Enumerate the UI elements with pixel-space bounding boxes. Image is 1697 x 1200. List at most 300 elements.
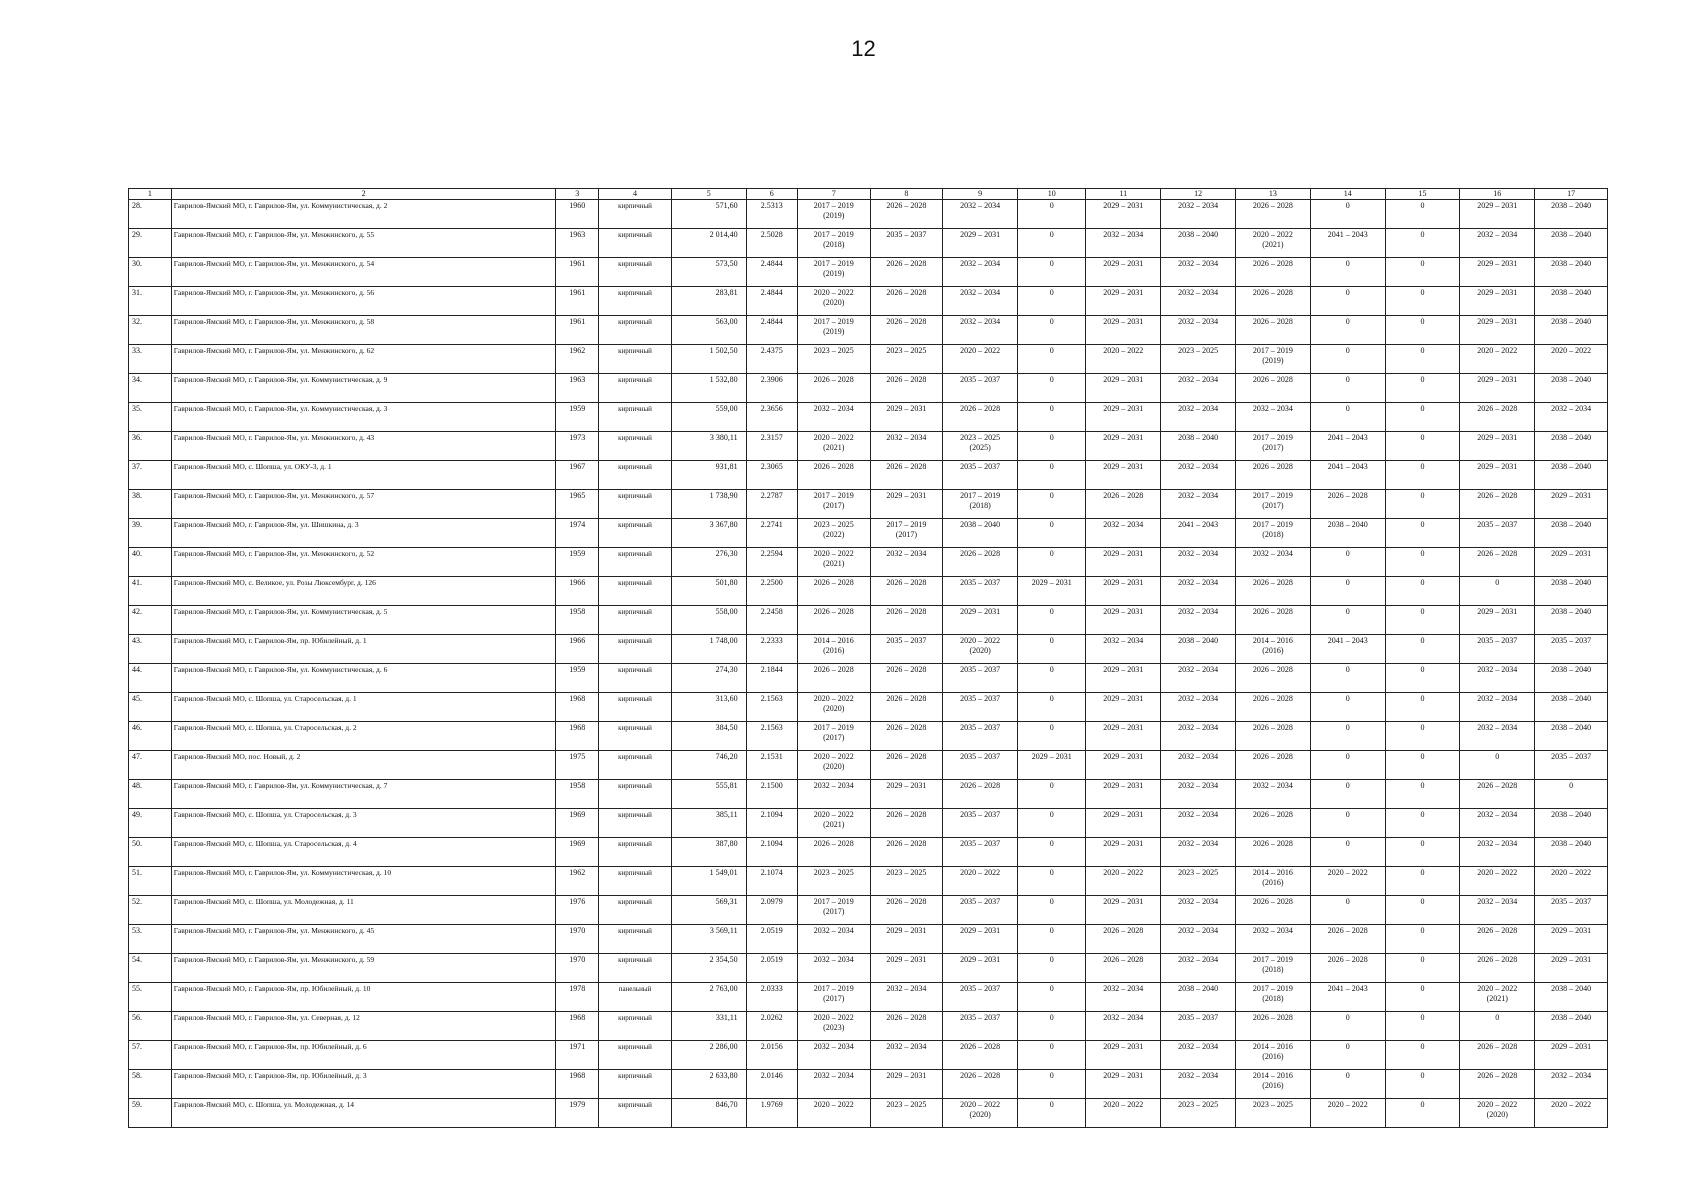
cell-value: 2026 – 2028: [1477, 926, 1518, 935]
table-cell: [1018, 200, 1086, 229]
table-cell: [797, 809, 870, 838]
cell-value: 50.: [132, 839, 142, 848]
table-cell: [1535, 432, 1608, 461]
cell-value: 1 502,50: [709, 346, 738, 355]
cell-actual-year: (2016): [1262, 1081, 1284, 1090]
table-cell: [1385, 838, 1460, 867]
cell-value: 846,70: [715, 1100, 738, 1109]
table-cell: [870, 635, 943, 664]
column-number-header-row: [129, 189, 1608, 200]
address-cell: [171, 374, 556, 403]
cell-value: 2014 – 2016: [1252, 636, 1293, 645]
cell-value: 2020 – 2022: [1103, 1100, 1144, 1109]
cell-value: 3 380,11: [709, 433, 738, 442]
table-cell: [1086, 983, 1161, 1012]
cell-value: 0: [1049, 607, 1054, 616]
table-cell: [671, 1012, 746, 1041]
cell-value: 2020 – 2022: [813, 1100, 854, 1109]
cell-value: 2026 – 2028: [1252, 259, 1293, 268]
cell-value: 0: [1345, 578, 1350, 587]
cell-value: 2.3656: [760, 404, 783, 413]
address-cell: [171, 316, 556, 345]
cell-value: 2026 – 2028: [886, 694, 927, 703]
table-cell: [1535, 403, 1608, 432]
table-cell: [599, 925, 672, 954]
cell-value: 0: [1420, 230, 1425, 239]
table-cell: [1236, 577, 1311, 606]
cell-value: 746,20: [715, 752, 738, 761]
table-cell: [870, 432, 943, 461]
table-cell: [797, 287, 870, 316]
cell-value: 45.: [132, 694, 142, 703]
table-cell: [1310, 316, 1385, 345]
table-cell: [1460, 1099, 1535, 1128]
table-cell: [1161, 577, 1236, 606]
table-cell: [1310, 925, 1385, 954]
table-row: [129, 751, 1608, 780]
table-cell: [1310, 1012, 1385, 1041]
table-row: [129, 1099, 1608, 1128]
table-cell: [746, 432, 797, 461]
cell-value: Гаврилов-Ямский МО, г. Гаврилов-Ям, ул. Менжинского, д. 62: [173, 346, 375, 355]
table-cell: [1018, 1070, 1086, 1099]
cell-actual-year: (2017): [823, 994, 845, 1003]
table-cell: [1018, 403, 1086, 432]
table-cell: [129, 983, 172, 1012]
table-cell: [1460, 287, 1535, 316]
table-cell: [1086, 432, 1161, 461]
cell-value: Гаврилов-Ямский МО, г. Гаврилов-Ям, ул. Коммунистическая, д. 3: [173, 404, 388, 413]
cell-value: 2038 – 2040: [960, 520, 1001, 529]
cell-value: 2029 – 2031: [1551, 926, 1592, 935]
cell-value: кирпичный: [618, 724, 652, 732]
cell-value: 2029 – 2031: [1103, 375, 1144, 384]
cell-value: 2017 – 2019: [813, 491, 854, 500]
table-cell: [746, 345, 797, 374]
cell-value: 2038 – 2040: [1178, 433, 1219, 442]
table-cell: [1535, 751, 1608, 780]
cell-value: 384,50: [715, 723, 738, 732]
table-cell: [671, 345, 746, 374]
table-cell: [746, 200, 797, 229]
table-cell: [943, 983, 1018, 1012]
table-cell: [870, 287, 943, 316]
table-cell: [1310, 867, 1385, 896]
table-cell: [599, 461, 672, 490]
table-cell: [129, 838, 172, 867]
table-cell: [1460, 896, 1535, 925]
cell-value: 1978: [569, 984, 586, 993]
cell-value: 0: [1495, 1013, 1500, 1022]
address-cell: [171, 577, 556, 606]
cell-value: 2017 – 2019: [1252, 955, 1293, 964]
cell-value: 2.1500: [760, 781, 783, 790]
table-cell: [129, 345, 172, 374]
cell-value: 1959: [569, 404, 586, 413]
cell-value: кирпичный: [618, 318, 652, 326]
table-cell: [1385, 722, 1460, 751]
table-cell: [599, 1012, 672, 1041]
table-cell: [746, 229, 797, 258]
table-cell: [746, 287, 797, 316]
cell-value: 2026 – 2028: [813, 839, 854, 848]
cell-value: 387,80: [715, 839, 738, 848]
table-cell: [1236, 606, 1311, 635]
cell-value: 1963: [569, 375, 586, 384]
cell-value: 2029 – 2031: [886, 955, 927, 964]
cell-value: 2032 – 2034: [1178, 926, 1219, 935]
cell-value: 2.4844: [760, 259, 783, 268]
cell-value: 2029 – 2031: [886, 781, 927, 790]
table-cell: [797, 200, 870, 229]
table-row: [129, 432, 1608, 461]
cell-value: 0: [1049, 491, 1054, 500]
cell-value: 1979: [569, 1100, 586, 1109]
cell-value: 2023 – 2025: [813, 868, 854, 877]
cell-value: 2032 – 2034: [1178, 607, 1219, 616]
cell-value: 2032 – 2034: [1551, 1071, 1592, 1080]
table-cell: [1310, 1070, 1385, 1099]
table-cell: [1161, 780, 1236, 809]
cell-value: 2032 – 2034: [1178, 723, 1219, 732]
cell-value: кирпичный: [618, 840, 652, 848]
cell-value: 1958: [569, 607, 586, 616]
table-cell: [1385, 1070, 1460, 1099]
cell-value: 2035 – 2037: [960, 984, 1001, 993]
cell-value: 2026 – 2028: [1252, 810, 1293, 819]
table-cell: [1460, 693, 1535, 722]
table-cell: [797, 635, 870, 664]
address-cell: [171, 751, 556, 780]
table-cell: [1310, 664, 1385, 693]
cell-value: кирпичный: [618, 753, 652, 761]
cell-value: 0: [1420, 375, 1425, 384]
cell-value: Гаврилов-Ямский МО, с. Шопша, ул. Старосельская, д. 3: [173, 810, 357, 819]
table-cell: [943, 229, 1018, 258]
address-cell: [171, 461, 556, 490]
table-cell: [556, 432, 599, 461]
table-cell: [1460, 432, 1535, 461]
table-cell: [1236, 345, 1311, 374]
cell-value: 2026 – 2028: [886, 665, 927, 674]
table-cell: [1535, 519, 1608, 548]
cell-value: 1976: [569, 897, 586, 906]
cell-value: 2032 – 2034: [1178, 897, 1219, 906]
cell-value: 2026 – 2028: [886, 1013, 927, 1022]
cell-value: 0: [1420, 752, 1425, 761]
cell-value: 2026 – 2028: [1252, 288, 1293, 297]
table-cell: [870, 374, 943, 403]
table-cell: [797, 664, 870, 693]
table-cell: [1018, 838, 1086, 867]
cell-value: 2026 – 2028: [1252, 752, 1293, 761]
table-cell: [1385, 548, 1460, 577]
cell-value: 58.: [132, 1071, 142, 1080]
table-cell: [1236, 780, 1311, 809]
table-cell: [1086, 925, 1161, 954]
cell-value: 2035 – 2037: [1551, 636, 1592, 645]
cell-value: Гаврилов-Ямский МО, г. Гаврилов-Ям, ул. Менжинского, д. 56: [173, 288, 375, 297]
cell-value: 274,30: [715, 665, 738, 674]
table-cell: [870, 693, 943, 722]
cell-value: 2038 – 2040: [1327, 520, 1368, 529]
cell-value: 2020 – 2022: [1327, 868, 1368, 877]
column-number-header: 2: [171, 189, 556, 200]
cell-value: 2029 – 2031: [1477, 462, 1518, 471]
cell-value: 0: [1345, 694, 1350, 703]
cell-value: 2.2500: [760, 578, 783, 587]
table-cell: [671, 1041, 746, 1070]
table-row: [129, 867, 1608, 896]
table-cell: [797, 780, 870, 809]
column-number-header: 3: [556, 189, 599, 200]
cell-value: Гаврилов-Ямский МО, г. Гаврилов-Ям, ул. Коммунистическая, д. 9: [173, 375, 388, 384]
table-cell: [746, 1041, 797, 1070]
cell-value: кирпичный: [618, 1072, 652, 1080]
cell-actual-year: (2021): [823, 443, 845, 452]
cell-value: 2020 – 2022: [1477, 868, 1518, 877]
cell-value: 2 354,50: [709, 955, 738, 964]
table-cell: [599, 577, 672, 606]
cell-value: 2026 – 2028: [1103, 926, 1144, 935]
cell-value: 1959: [569, 665, 586, 674]
cell-value: 2035 – 2037: [960, 723, 1001, 732]
cell-value: 2029 – 2031: [1103, 723, 1144, 732]
cell-value: 2032 – 2034: [1178, 1071, 1219, 1080]
table-cell: [129, 577, 172, 606]
cell-value: 2.4375: [760, 346, 783, 355]
table-cell: [870, 867, 943, 896]
cell-value: 313,60: [715, 694, 738, 703]
table-cell: [129, 896, 172, 925]
table-cell: [746, 461, 797, 490]
cell-value: 0: [1049, 230, 1054, 239]
cell-value: 2038 – 2040: [1551, 607, 1592, 616]
table-cell: [1018, 809, 1086, 838]
table-cell: [1086, 1099, 1161, 1128]
table-cell: [599, 287, 672, 316]
table-cell: [1310, 780, 1385, 809]
cell-value: 56.: [132, 1013, 142, 1022]
table-cell: [129, 490, 172, 519]
address-cell: [171, 200, 556, 229]
cell-actual-year: (2016): [823, 646, 845, 655]
cell-value: 2017 – 2019: [886, 520, 927, 529]
table-cell: [556, 809, 599, 838]
table-cell: [1236, 1012, 1311, 1041]
table-cell: [746, 722, 797, 751]
table-cell: [1161, 200, 1236, 229]
table-cell: [599, 664, 672, 693]
table-cell: [1236, 432, 1311, 461]
table-cell: [1535, 983, 1608, 1012]
table-cell: [1018, 751, 1086, 780]
address-cell: [171, 345, 556, 374]
cell-value: 2 014,40: [709, 230, 738, 239]
cell-value: 0: [1345, 839, 1350, 848]
table-cell: [599, 1070, 672, 1099]
cell-value: 33.: [132, 346, 142, 355]
cell-value: кирпичный: [618, 202, 652, 210]
table-cell: [129, 635, 172, 664]
cell-value: 2.3157: [760, 433, 783, 442]
table-cell: [1310, 374, 1385, 403]
table-cell: [746, 751, 797, 780]
table-cell: [1460, 751, 1535, 780]
cell-value: 55.: [132, 984, 142, 993]
table-cell: [870, 1041, 943, 1070]
table-cell: [556, 1041, 599, 1070]
cell-value: 1967: [569, 462, 586, 471]
table-cell: [1086, 693, 1161, 722]
cell-value: 1969: [569, 810, 586, 819]
cell-actual-year: (2018): [1262, 965, 1284, 974]
table-cell: [870, 403, 943, 432]
table-cell: [1460, 925, 1535, 954]
cell-value: кирпичный: [618, 695, 652, 703]
cell-value: 2.0156: [760, 1042, 783, 1051]
cell-value: 39.: [132, 520, 142, 529]
table-cell: [599, 200, 672, 229]
cell-value: 0: [1420, 491, 1425, 500]
table-cell: [943, 954, 1018, 983]
cell-value: 2020 – 2022: [1252, 230, 1293, 239]
table-cell: [943, 838, 1018, 867]
table-row: [129, 983, 1608, 1012]
table-cell: [1535, 896, 1608, 925]
table-cell: [1535, 664, 1608, 693]
cell-value: 49.: [132, 810, 142, 819]
cell-value: 2017 – 2019: [813, 897, 854, 906]
table-cell: [599, 983, 672, 1012]
cell-value: 2032 – 2034: [813, 955, 854, 964]
table-cell: [797, 461, 870, 490]
table-cell: [797, 258, 870, 287]
table-cell: [943, 780, 1018, 809]
table-cell: [1385, 635, 1460, 664]
cell-value: 2029 – 2031: [1477, 288, 1518, 297]
table-cell: [1236, 664, 1311, 693]
cell-value: 2026 – 2028: [886, 839, 927, 848]
table-cell: [671, 896, 746, 925]
column-number-header: 4: [599, 189, 672, 200]
cell-value: 2017 – 2019: [960, 491, 1001, 500]
table-cell: [870, 809, 943, 838]
table-cell: [1385, 983, 1460, 1012]
table-cell: [1161, 403, 1236, 432]
cell-value: 0: [1049, 694, 1054, 703]
cell-value: 2035 – 2037: [1477, 636, 1518, 645]
cell-value: 2038 – 2040: [1551, 578, 1592, 587]
table-cell: [943, 1099, 1018, 1128]
address-cell: [171, 519, 556, 548]
table-cell: [746, 780, 797, 809]
table-cell: [556, 345, 599, 374]
cell-value: 2026 – 2028: [1327, 955, 1368, 964]
cell-value: 385,11: [715, 810, 738, 819]
cell-value: 2029 – 2031: [1103, 259, 1144, 268]
cell-value: 57.: [132, 1042, 142, 1051]
cell-value: кирпичный: [618, 260, 652, 268]
cell-value: 2029 – 2031: [1103, 810, 1144, 819]
table-cell: [556, 258, 599, 287]
cell-value: 51.: [132, 868, 142, 877]
table-cell: [1236, 896, 1311, 925]
cell-value: 0: [1049, 984, 1054, 993]
cell-actual-year: (2021): [823, 559, 845, 568]
table-cell: [1086, 722, 1161, 751]
cell-value: Гаврилов-Ямский МО, г. Гаврилов-Ям, ул. Коммунистическая, д. 10: [173, 868, 392, 877]
cell-value: кирпичный: [618, 1014, 652, 1022]
table-cell: [1236, 374, 1311, 403]
table-cell: [1460, 200, 1535, 229]
cell-value: 2038 – 2040: [1178, 984, 1219, 993]
table-cell: [1310, 809, 1385, 838]
table-cell: [671, 1099, 746, 1128]
cell-value: 2014 – 2016: [1252, 1071, 1293, 1080]
cell-value: 2029 – 2031: [1103, 839, 1144, 848]
cell-value: 1966: [569, 578, 586, 587]
table-cell: [943, 809, 1018, 838]
table-cell: [1310, 693, 1385, 722]
table-cell: [1236, 461, 1311, 490]
table-cell: [943, 1041, 1018, 1070]
table-cell: [556, 751, 599, 780]
cell-value: Гаврилов-Ямский МО, г. Гаврилов-Ям, пр. Юбилейный, д. 6: [173, 1042, 367, 1051]
table-cell: [870, 200, 943, 229]
table-cell: [1385, 577, 1460, 606]
cell-value: 38.: [132, 491, 142, 500]
address-cell: [171, 867, 556, 896]
cell-value: 2023 – 2025: [886, 868, 927, 877]
table-cell: [797, 519, 870, 548]
table-cell: [797, 925, 870, 954]
table-cell: [870, 896, 943, 925]
table-cell: [1086, 838, 1161, 867]
cell-value: 2029 – 2031: [1551, 1042, 1592, 1051]
column-number-header: 15: [1385, 189, 1460, 200]
cell-value: 2026 – 2028: [1477, 1071, 1518, 1080]
cell-value: 2041 – 2043: [1327, 462, 1368, 471]
cell-value: 44.: [132, 665, 142, 674]
table-cell: [943, 403, 1018, 432]
table-cell: [556, 403, 599, 432]
cell-value: 0: [1420, 201, 1425, 210]
address-cell: [171, 1041, 556, 1070]
table-cell: [870, 751, 943, 780]
cell-value: 2032 – 2034: [1103, 1013, 1144, 1022]
cell-value: 0: [1420, 404, 1425, 413]
cell-value: 1960: [569, 201, 586, 210]
table-cell: [1535, 809, 1608, 838]
table-cell: [1385, 664, 1460, 693]
cell-value: 2032 – 2034: [1178, 201, 1219, 210]
table-cell: [746, 635, 797, 664]
cell-value: 2038 – 2040: [1178, 636, 1219, 645]
cell-value: 2032 – 2034: [1178, 288, 1219, 297]
table-cell: [556, 925, 599, 954]
table-cell: [1385, 1041, 1460, 1070]
table-cell: [1310, 490, 1385, 519]
table-cell: [870, 548, 943, 577]
cell-value: 2029 – 2031: [1031, 752, 1072, 761]
cell-value: 1968: [569, 1071, 586, 1080]
table-cell: [129, 867, 172, 896]
cell-value: 2032 – 2034: [1551, 404, 1592, 413]
table-cell: [1310, 258, 1385, 287]
address-cell: [171, 229, 556, 258]
table-cell: [943, 316, 1018, 345]
